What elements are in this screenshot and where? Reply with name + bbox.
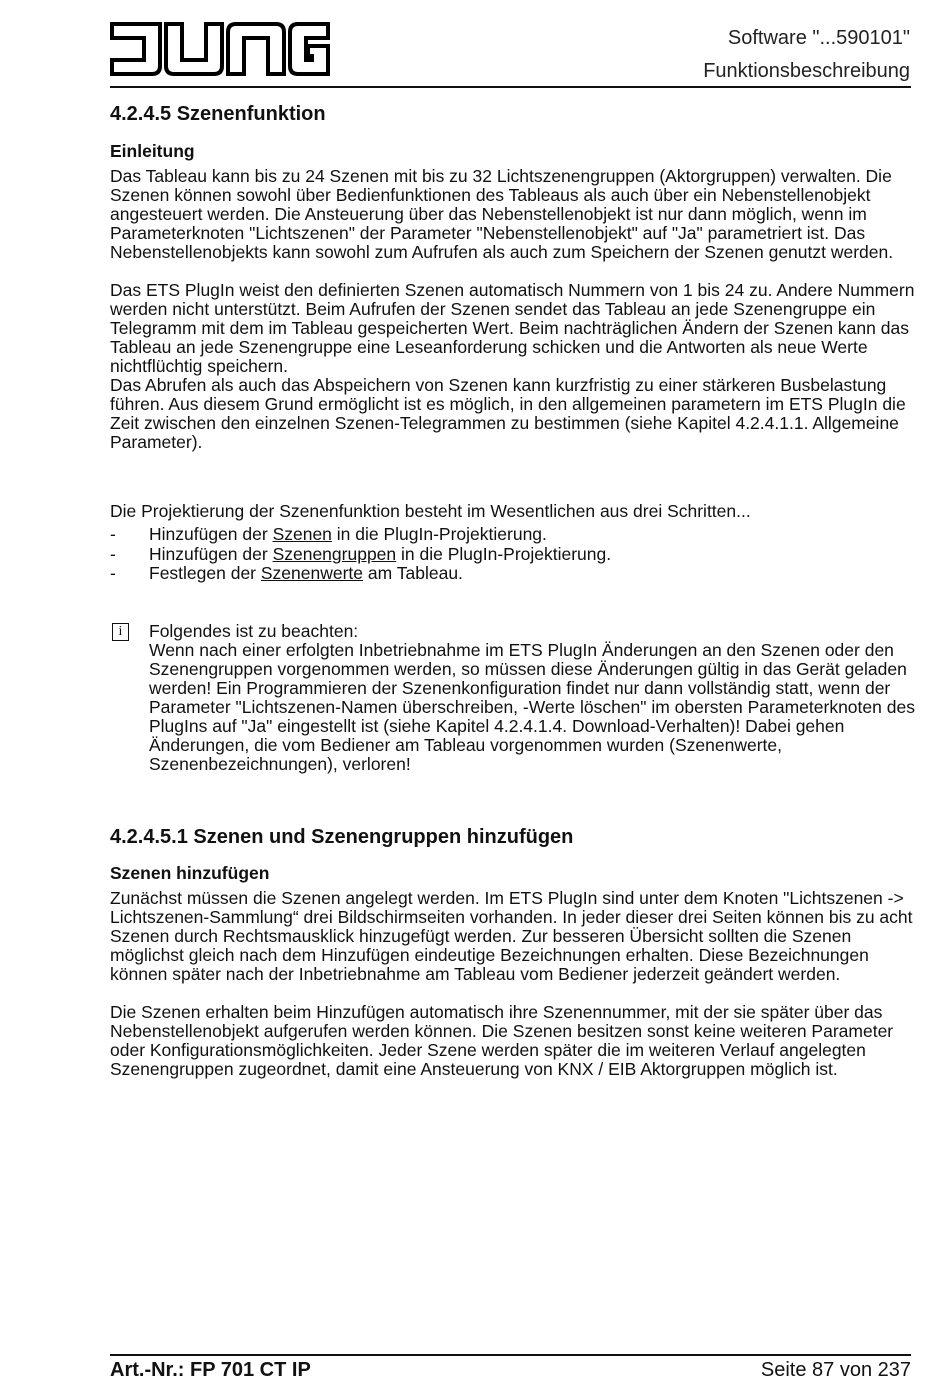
subsection-title: 4.2.4.5.1 Szenen und Szenengruppen hinzufügen — [110, 825, 574, 848]
list-item: - Festlegen der Szenenwerte am Tableau. — [110, 563, 463, 583]
note-heading: Folgendes ist zu beachten: — [149, 620, 359, 641]
scene-groups-link[interactable]: Szenengruppen — [272, 543, 397, 564]
steps-intro: Die Projektierung der Szenenfunktion besteht im Wesentlichen aus drei Schritten... — [110, 501, 751, 521]
jung-logo — [110, 22, 330, 76]
intro-paragraph-2: Das ETS PlugIn weist den definierten Szenen automatisch Nummern von 1 bis 24 zu. Andere Nummern werden nicht unterstützt. Beim Aufrufen der Szenen sendet das Tableau an jede Szenengruppe ein Telegramm mit dem im Tableau gespeicherten Wert. Beim nachträglichen Ändern der Szenen kann das Tableau an jede Szenengruppe eine Leseanforderung schicken und die Antworten als neue Werte nichtflüchtig speichern. — [110, 280, 915, 376]
note-text: Wenn nach einer erfolgten Inbetriebnahme im ETS PlugIn Änderungen an den Szenen oder den Szenengruppen vorgenommen werden, so müssen diese Änderungen gültig in das Gerät geladen werden! Ein Programmieren der Szenenkonfiguration findet nur dann vollständig statt, wenn der Parameter "Lichtszenen-Namen überschreiben, -Werte löschen" im obersten Parameterknoten des PlugIns auf "Ja" eingestellt ist (siehe Kapitel 4.2.4.1.4. Download-Verhalten)! Dabei gehen Änderungen, die vom Bediener am Tableau vorgenommen wurden (Szenenwerte, Szenenbezeichnungen), verloren! — [149, 639, 915, 774]
info-icon: i — [112, 623, 129, 641]
note-box — [110, 622, 915, 774]
header-rule — [110, 86, 911, 88]
header-right — [703, 22, 910, 88]
page-number: Seite 87 von 237 — [760, 1359, 911, 1381]
intro-paragraph-3: Das Abrufen als auch das Abspeichern von Szenen kann kurzfristig zu einer stärkeren Busbelastung führen. Aus diesem Grund ermöglicht ist es möglich, in den allgemeinen parametern im ETS PlugIn die Zeit zwischen den einzelnen Szenen-Telegrammen zu bestimmen (siehe Kapitel 4.2.4.1.1. Allgemeine Parameter). — [110, 375, 906, 452]
document-type: Funktionsbeschreibung — [703, 60, 910, 82]
scene-values-link[interactable]: Szenenwerte — [260, 563, 364, 583]
page-content — [110, 100, 915, 1079]
section-title: 4.2.4.5 Szenenfunktion — [110, 103, 326, 125]
intro-heading: Einleitung — [110, 141, 195, 161]
subsection-paragraph-1: Zunächst müssen die Szenen angelegt werden. Im ETS PlugIn sind unter dem Knoten "Lichtszenen -> Lichtszenen-Sammlung“ drei Bildschirmseiten vorhanden. In jeder dieser drei Seiten können bis zu acht Szenen durch Rechtsmausklick hinzugefügt werden. Zur besseren Übersicht sollten die Szenen möglichst gleich nach dem Hinzufügen eindeutige Bezeichnungen erhalten. Diese Bezeichnungen können später nach der Inbetriebnahme am Tableau vom Bediener jederzeit geändert werden. — [110, 887, 913, 984]
software-label: Software "...590101" — [727, 27, 910, 49]
article-number: Art.-Nr.: FP 701 CT IP — [110, 1359, 311, 1381]
steps-list — [110, 525, 915, 584]
subsection-heading: Szenen hinzufügen — [110, 862, 270, 883]
footer-rule — [110, 1354, 911, 1356]
list-item: - Hinzufügen der Szenengruppen in die PlugIn-Projektierung. — [110, 543, 612, 564]
scenes-link[interactable]: Szenen — [272, 524, 332, 544]
subsection-paragraph-2: Die Szenen erhalten beim Hinzufügen automatisch ihre Szenennummer, mit der sie später über das Nebenstellenobjekt aufgerufen werden können. Die Szenen besitzen sonst keine weiteren Parameter oder Konfigurationsmöglichkeiten. Jeder Szene werden später die im weiteren Verlauf angelegten Szenengruppen zugeordnet, damit eine Ansteuerung von KNX / EIB Aktorgruppen möglich ist. — [110, 1001, 894, 1079]
list-item: - Hinzufügen der Szenen in die PlugIn-Projektierung. — [110, 524, 547, 544]
intro-paragraph-1: Das Tableau kann bis zu 24 Szenen mit bis zu 32 Lichtszenengruppen (Aktorgruppen) verwalten. Die Szenen können sowohl über Bedienfunktionen des Tableaus als auch über ein Nebenstellenobjekt angesteuert werden. Die Ansteuerung über das Nebenstellenobjekt ist nur dann möglich, wenn im Parameterknoten "Lichtszenen" der Parameter "Nebenstellenobjekt" auf "Ja" parametriert ist. Das Nebenstellenobjekts kann sowohl zum Aufrufen als auch zum Speichern der Szenen genutzt werden. — [110, 166, 894, 262]
